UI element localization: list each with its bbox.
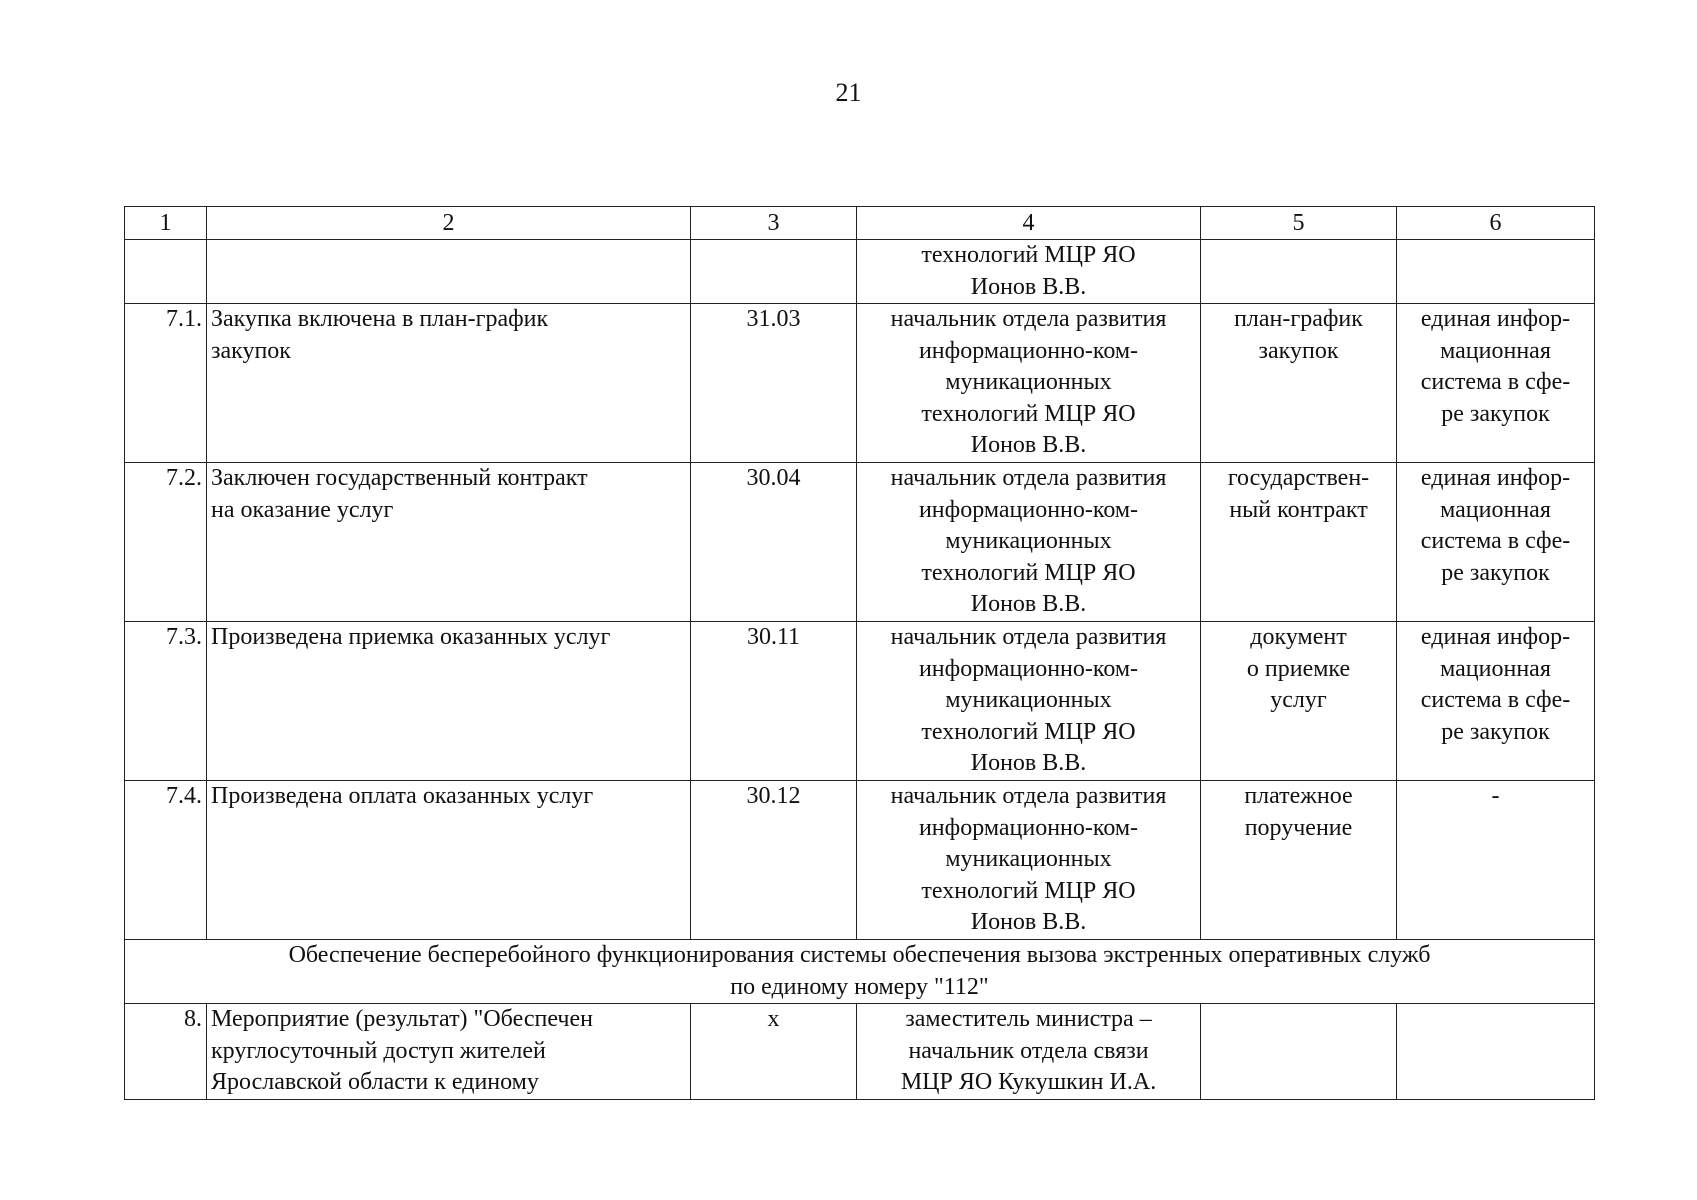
cell-system [1397, 240, 1595, 304]
system-line: единая инфор- [1420, 465, 1571, 491]
cell-document [1201, 781, 1397, 940]
name-line: Произведена оплата оказанных услуг [211, 783, 594, 809]
system-line: ре закупок [1441, 718, 1550, 745]
cell-num: 7.4. [125, 781, 207, 940]
document-line: план-график [1234, 306, 1363, 332]
system-line: мационная [1440, 496, 1551, 523]
column-number-2: 2 [207, 207, 691, 240]
cell-system [1397, 304, 1595, 463]
responsible-line: начальник отдела развития [890, 624, 1167, 650]
column-number-3: 3 [691, 207, 857, 240]
responsible-line: технологий МЦР ЯО [921, 559, 1136, 586]
system-line: система в сфе- [1420, 687, 1571, 713]
responsible-line: информационно-ком- [918, 814, 1139, 841]
section-heading [125, 940, 1595, 1004]
responsible-line: Ионов В.В. [970, 909, 1087, 935]
cell-system [1397, 622, 1595, 781]
section-heading-line: Обеспечение бесперебойного функционирования системы обеспечения вызова экстренных оперативных служб [288, 942, 1431, 968]
document-line: платежное [1244, 783, 1353, 809]
cell-date: 30.04 [691, 463, 857, 622]
cell-name [207, 622, 691, 781]
name-line: Заключен государственный контракт [211, 465, 588, 491]
responsible-line: информационно-ком- [918, 337, 1139, 364]
cell-responsible [857, 1004, 1201, 1100]
responsible-line: начальник отдела развития [890, 306, 1167, 332]
document-line: о приемке [1246, 655, 1351, 682]
cell-document [1201, 240, 1397, 304]
cell-document [1201, 622, 1397, 781]
responsible-line: Ионов В.В. [970, 432, 1087, 458]
responsible-line: технологий МЦР ЯО [921, 242, 1136, 268]
table-row [125, 463, 1595, 622]
cell-date: 31.03 [691, 304, 857, 463]
system-line: ре закупок [1441, 559, 1550, 586]
system-line: единая инфор- [1420, 624, 1571, 650]
document-line: услуг [1270, 687, 1327, 713]
name-line: закупок [211, 337, 291, 364]
system-line: ре закупок [1441, 400, 1550, 427]
responsible-line: муникационных [945, 528, 1112, 554]
cell-name [207, 304, 691, 463]
cell-document [1201, 463, 1397, 622]
responsible-line: муникационных [945, 369, 1112, 395]
document-line: закупок [1258, 337, 1339, 364]
table-row [125, 622, 1595, 781]
cell-responsible [857, 781, 1201, 940]
responsible-line: муникационных [945, 846, 1112, 872]
cell-system [1397, 781, 1595, 940]
cell-date: 30.11 [691, 622, 857, 781]
table-row [125, 304, 1595, 463]
cell-num: 7.3. [125, 622, 207, 781]
cell-system [1397, 1004, 1595, 1100]
cell-name [207, 781, 691, 940]
responsible-line: Ионов В.В. [970, 591, 1087, 617]
table-row [125, 781, 1595, 940]
cell-document [1201, 1004, 1397, 1100]
responsible-line: технологий МЦР ЯО [921, 400, 1136, 427]
document-line: поручение [1244, 814, 1353, 841]
responsible-line: Ионов В.В. [970, 750, 1087, 776]
cell-date [691, 240, 857, 304]
responsible-line: технологий МЦР ЯО [921, 877, 1136, 904]
name-line: круглосуточный доступ жителей [211, 1037, 546, 1064]
system-line: единая инфор- [1420, 306, 1571, 332]
name-line: Мероприятие (результат) "Обеспечен [211, 1006, 593, 1032]
cell-name [207, 1004, 691, 1100]
responsible-line: технологий МЦР ЯО [921, 718, 1136, 745]
column-number-5: 5 [1201, 207, 1397, 240]
name-line: Закупка включена в план-график [211, 306, 549, 332]
responsible-line: начальник отдела развития [890, 783, 1167, 809]
system-line: мационная [1440, 337, 1551, 364]
cell-num [125, 240, 207, 304]
cell-document [1201, 304, 1397, 463]
cell-name [207, 463, 691, 622]
page-number: 21 [835, 78, 862, 107]
cell-responsible [857, 463, 1201, 622]
responsible-line: информационно-ком- [918, 496, 1139, 523]
cell-responsible [857, 304, 1201, 463]
cell-num: 7.2. [125, 463, 207, 622]
system-line: система в сфе- [1420, 528, 1571, 554]
responsible-line: муникационных [945, 687, 1112, 713]
continuation-row [125, 240, 1595, 304]
cell-responsible [857, 622, 1201, 781]
column-number-6: 6 [1397, 207, 1595, 240]
column-number-1: 1 [125, 207, 207, 240]
cell-num: 8. [125, 1004, 207, 1100]
document-line: ный контракт [1229, 496, 1368, 523]
section-heading-line: по единому номеру "112" [730, 973, 989, 1000]
name-line: Ярославской области к единому [211, 1069, 539, 1095]
responsible-line: начальник отдела связи [908, 1037, 1149, 1064]
system-line: мационная [1440, 655, 1551, 682]
cell-name [207, 240, 691, 304]
responsible-line: начальник отдела развития [890, 465, 1167, 491]
responsible-line: информационно-ком- [918, 655, 1139, 682]
responsible-line: МЦР ЯО Кукушкин И.А. [900, 1069, 1157, 1095]
system-line: - [1491, 783, 1500, 809]
system-line: система в сфе- [1420, 369, 1571, 395]
name-line: на оказание услуг [211, 496, 394, 523]
cell-date: 30.12 [691, 781, 857, 940]
document-line: документ [1250, 624, 1347, 650]
cell-system [1397, 463, 1595, 622]
cell-responsible [857, 240, 1201, 304]
document-line: государствен- [1227, 465, 1370, 491]
measures-table [124, 206, 1595, 1100]
cell-date: x [691, 1004, 857, 1100]
section-row [125, 940, 1595, 1004]
table-row [125, 1004, 1595, 1100]
responsible-line: заместитель министра – [905, 1006, 1152, 1032]
name-line: Произведена приемка оказанных услуг [211, 624, 611, 650]
cell-num: 7.1. [125, 304, 207, 463]
table-header-row [125, 207, 1595, 240]
responsible-line: Ионов В.В. [970, 273, 1087, 300]
column-number-4: 4 [857, 207, 1201, 240]
